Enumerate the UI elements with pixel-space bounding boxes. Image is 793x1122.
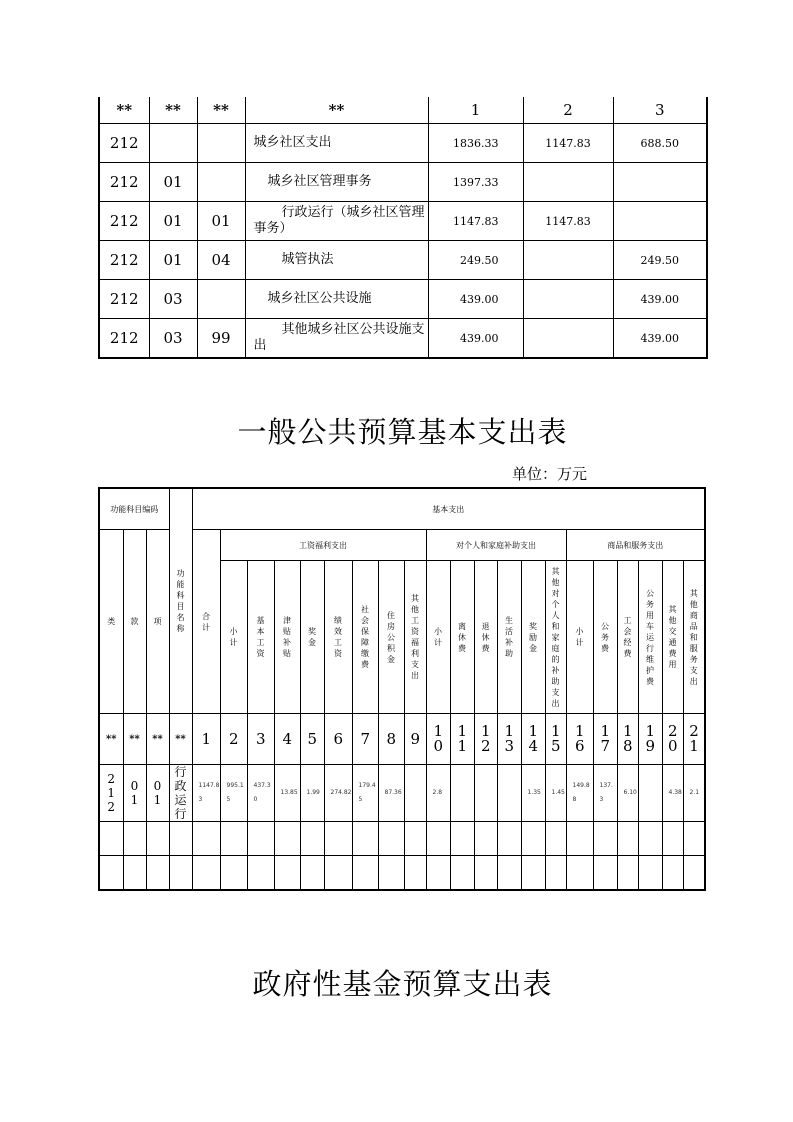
data-text: 行政运行 (174, 765, 187, 821)
value-project: 439.00 (613, 280, 707, 319)
data-cell: 1.35 (521, 765, 545, 822)
col-header-text: 离休费 (458, 621, 466, 653)
value-project (613, 202, 707, 241)
index-cell (192, 714, 220, 765)
index-text: ** (129, 733, 140, 745)
col-header (324, 561, 352, 714)
table-row (99, 124, 707, 163)
col-header (450, 561, 474, 714)
data-cell: 6.10 (617, 765, 638, 822)
empty-row (99, 822, 705, 856)
table-row (99, 163, 707, 202)
index-cell (274, 714, 300, 765)
basic-group-header: 基本支出 (192, 488, 705, 530)
index-cell (683, 714, 705, 765)
index-text: 15 (551, 722, 561, 755)
col-total (192, 530, 220, 714)
col-header-text: 工会经费 (623, 616, 632, 658)
col-header (545, 561, 566, 714)
index-text: 11 (457, 722, 468, 755)
item-code: 99 (197, 319, 245, 359)
index-cell (617, 714, 638, 765)
index-cell (146, 714, 169, 765)
index-text: 3 (256, 729, 266, 748)
value-basic (523, 280, 613, 319)
col-header-text: 其他商品和服务支出 (689, 588, 698, 686)
basic-expenditure-table (98, 487, 706, 891)
value-basic (523, 241, 613, 280)
item-name: 城乡社区公共设施 (245, 280, 428, 319)
index-cell (566, 714, 593, 765)
data-text: 01 (130, 779, 139, 807)
data-cell (497, 765, 521, 822)
data-cell (169, 765, 192, 822)
code-group-header: 功能科目编码 (99, 488, 169, 530)
col-lei: 类 (99, 530, 123, 714)
header-cell: ** (99, 97, 149, 124)
index-text: 14 (528, 722, 539, 755)
data-cell: 137.3 (593, 765, 617, 822)
col-header (593, 561, 617, 714)
value-basic (523, 319, 613, 359)
index-cell (123, 714, 146, 765)
item-code (197, 163, 245, 202)
data-cell (404, 765, 426, 822)
col-header (274, 561, 300, 714)
unit-label: 单位：万元 (512, 465, 588, 483)
item-name: 其他城乡社区公共设施支出 (245, 319, 428, 359)
index-cell (474, 714, 497, 765)
col-header (497, 561, 521, 714)
value-project: 439.00 (613, 319, 707, 359)
index-cell (521, 714, 545, 765)
index-text: 16 (575, 722, 585, 755)
data-cell: 1.99 (300, 765, 324, 822)
class-code: 212 (99, 163, 149, 202)
value-basic (523, 163, 613, 202)
data-cell: 2.1 (683, 765, 705, 822)
col-header (352, 561, 378, 714)
header-cell: 2 (523, 97, 613, 124)
data-cell (146, 765, 169, 822)
class-code: 212 (99, 319, 149, 359)
section-code: 03 (149, 280, 197, 319)
index-text: 21 (689, 722, 699, 755)
index-cell (352, 714, 378, 765)
header-cell: ** (149, 97, 197, 124)
value-basic: 1147.83 (523, 124, 613, 163)
item-name: 城管执法 (245, 241, 428, 280)
index-text: 9 (410, 729, 421, 748)
group-salary: 工资福利支出 (220, 530, 426, 561)
class-code: 212 (99, 241, 149, 280)
table-row (99, 280, 707, 319)
index-cell (426, 714, 450, 765)
expenditure-table-top (98, 97, 708, 359)
header-row-1 (99, 488, 705, 530)
data-cell (99, 765, 123, 822)
col-header-text: 津贴补贴 (283, 616, 291, 658)
col-header (300, 561, 324, 714)
index-text: 18 (623, 722, 633, 755)
col-kuan: 款 (123, 530, 146, 714)
index-text: 7 (360, 729, 371, 748)
header-cell: 3 (613, 97, 707, 124)
index-cell (99, 714, 123, 765)
value-basic: 1147.83 (523, 202, 613, 241)
col-header-text: 小计 (575, 627, 584, 647)
data-cell (474, 765, 497, 822)
col-header-text: 绩效工资 (334, 616, 342, 658)
col-header-text: 退休费 (481, 621, 490, 653)
page-title-general-budget: 一般公共预算基本支出表 (237, 415, 568, 449)
index-text: 4 (282, 729, 293, 748)
col-total-text: 合计 (202, 611, 210, 632)
col-header-text: 住房公积金 (387, 610, 395, 664)
data-cell: 1147.83 (192, 765, 220, 822)
index-text: ** (175, 733, 186, 745)
col-header-text: 其他对个人和家庭的补助支出 (551, 566, 560, 708)
table-row (99, 202, 707, 241)
index-cell (593, 714, 617, 765)
col-header-text: 小计 (434, 627, 442, 647)
data-cell (450, 765, 474, 822)
class-code: 212 (99, 280, 149, 319)
header-row (99, 97, 707, 124)
col-header-text: 社会保障缴费 (361, 605, 369, 669)
header-cell: 1 (428, 97, 523, 124)
index-cell (497, 714, 521, 765)
item-code: 04 (197, 241, 245, 280)
value-project: 688.50 (613, 124, 707, 163)
index-cell (450, 714, 474, 765)
data-text: 212 (107, 772, 116, 814)
col-header (683, 561, 705, 714)
section-code: 01 (149, 163, 197, 202)
index-cell (169, 714, 192, 765)
value-total: 439.00 (428, 319, 523, 359)
col-header (662, 561, 683, 714)
item-name: 城乡社区支出 (245, 124, 428, 163)
data-row (99, 765, 705, 822)
data-cell: 13.85 (274, 765, 300, 822)
value-project (613, 163, 707, 202)
section-code: 03 (149, 319, 197, 359)
index-text: 13 (504, 722, 515, 755)
col-header (566, 561, 593, 714)
table-row (99, 319, 707, 359)
index-text: 1 (201, 729, 212, 748)
func-name-text: 功能科目名称 (176, 569, 185, 633)
value-total: 1397.33 (428, 163, 523, 202)
data-cell: 87.36 (378, 765, 404, 822)
index-text: 10 (433, 722, 444, 755)
table-row (99, 241, 707, 280)
item-code (197, 280, 245, 319)
func-name-header (169, 488, 192, 714)
header-cell: ** (245, 97, 428, 124)
index-cell (324, 714, 352, 765)
data-text: 01 (153, 779, 162, 807)
index-text: ** (106, 733, 117, 745)
col-header-text: 其他交通费用 (668, 605, 677, 669)
data-cell (638, 765, 662, 822)
col-header-text: 小计 (229, 627, 238, 647)
index-cell (247, 714, 274, 765)
section-code: 01 (149, 202, 197, 241)
item-name: 行政运行（城乡社区管理事务） (245, 202, 428, 241)
col-header (220, 561, 247, 714)
index-text: 12 (481, 722, 491, 755)
col-header-text: 公务用车运行维护费 (646, 588, 654, 686)
data-cell: 179.45 (352, 765, 378, 822)
index-text: 17 (600, 722, 611, 755)
col-header (638, 561, 662, 714)
section-code (149, 124, 197, 163)
index-cell (300, 714, 324, 765)
col-header-text: 生活补助 (505, 616, 513, 658)
class-code: 212 (99, 202, 149, 241)
data-cell: 1.45 (545, 765, 566, 822)
page-title-fund-budget: 政府性基金预算支出表 (252, 967, 553, 1001)
index-cell (220, 714, 247, 765)
group-goods-services: 商品和服务支出 (566, 530, 705, 561)
index-text: 20 (668, 722, 678, 755)
col-header-text: 基本工资 (256, 616, 265, 658)
col-header-text: 其他工资福利支出 (411, 594, 419, 680)
index-text: 2 (229, 729, 239, 748)
col-header (521, 561, 545, 714)
data-cell (123, 765, 146, 822)
group-subsidy: 对个人和家庭补助支出 (426, 530, 566, 561)
col-header-text: 奖金 (308, 627, 316, 647)
item-code (197, 124, 245, 163)
value-total: 1147.83 (428, 202, 523, 241)
col-header (247, 561, 274, 714)
index-cell (404, 714, 426, 765)
index-text: 19 (645, 722, 656, 755)
empty-row (99, 856, 705, 891)
index-cell (378, 714, 404, 765)
value-project: 249.50 (613, 241, 707, 280)
data-cell: 4.38 (662, 765, 683, 822)
value-total: 439.00 (428, 280, 523, 319)
col-header-text: 公务费 (601, 621, 609, 653)
index-text: 8 (386, 729, 397, 748)
index-text: 6 (333, 729, 344, 748)
col-header (378, 561, 404, 714)
data-cell: 2.8 (426, 765, 450, 822)
col-header (404, 561, 426, 714)
index-text: ** (152, 733, 163, 745)
section-code: 01 (149, 241, 197, 280)
data-cell: 149.88 (566, 765, 593, 822)
data-cell: 274.82 (324, 765, 352, 822)
data-cell: 995.15 (220, 765, 247, 822)
item-code: 01 (197, 202, 245, 241)
col-header (617, 561, 638, 714)
item-name: 城乡社区管理事务 (245, 163, 428, 202)
index-cell (545, 714, 566, 765)
index-row (99, 714, 705, 765)
index-cell (662, 714, 683, 765)
col-header (474, 561, 497, 714)
data-cell: 437.30 (247, 765, 274, 822)
index-cell (638, 714, 662, 765)
index-text: 5 (307, 729, 318, 748)
value-total: 1836.33 (428, 124, 523, 163)
value-total: 249.50 (428, 241, 523, 280)
class-code: 212 (99, 124, 149, 163)
col-header-text: 奖励金 (529, 621, 537, 653)
header-cell: ** (197, 97, 245, 124)
col-header (426, 561, 450, 714)
col-xiang: 项 (146, 530, 169, 714)
